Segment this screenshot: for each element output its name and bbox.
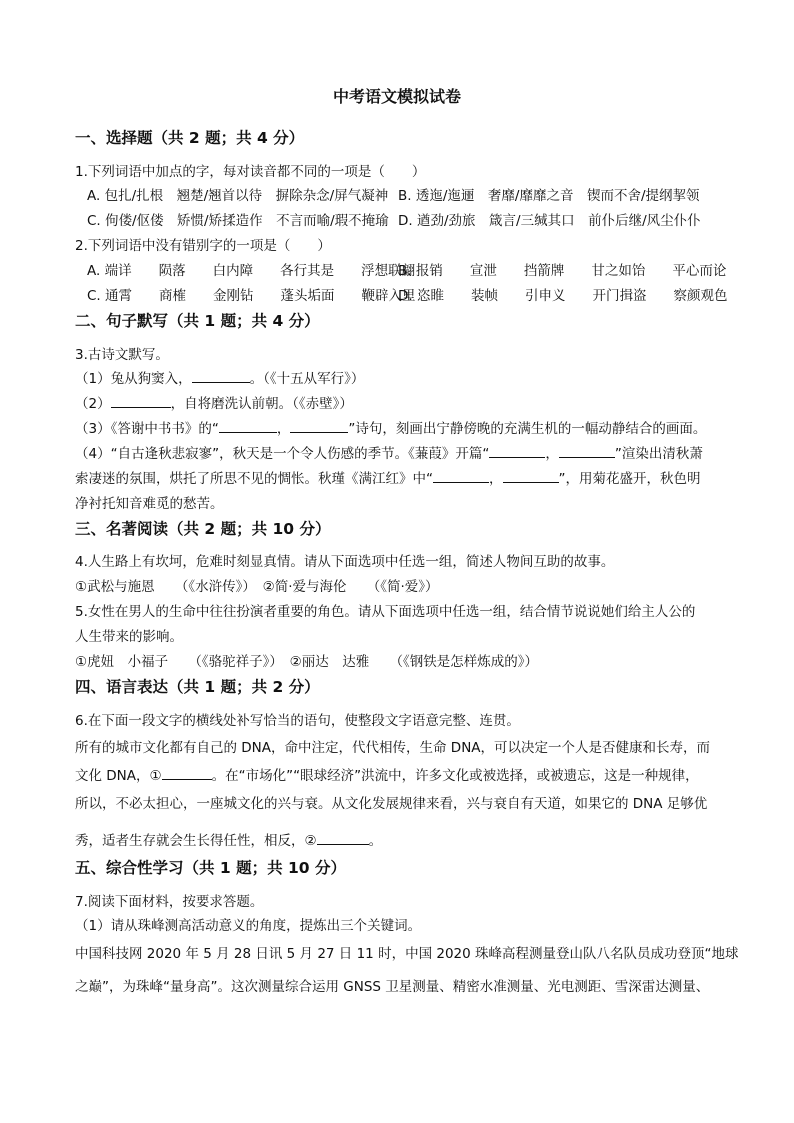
question-3-stem: 3.古诗文默写。 (75, 347, 169, 363)
question-4-options: ①武松与施恩 （《水浒传》） ②简·爱与海伦 （《简·爱》） (75, 579, 439, 595)
question-3-line-4 (75, 444, 703, 464)
line-text: （2） (75, 396, 111, 412)
section-heading-3: 三、名著阅读（共 2 题；共 10 分） (75, 520, 331, 538)
question-2-option-c: C. 通霄 商榷 金刚钻 蓬头垢面 鞭辟入里 (87, 288, 416, 304)
answer-blank[interactable] (503, 470, 559, 483)
question-2-option-b: B. 报销 宣泄 挡箭牌 甘之如饴 平心而论 (398, 263, 727, 279)
question-1-option-a: A. 包扎/扎根 翘楚/翘首以待 摒除杂念/屏气凝神 (87, 188, 389, 204)
question-3-line-4-end: 净衬托知音难觅的愁苦。 (75, 496, 224, 512)
line-text: ，自将磨洗认前朝。（《赤壁》） (170, 396, 353, 412)
answer-blank[interactable] (489, 445, 545, 458)
answer-blank[interactable] (317, 832, 369, 845)
answer-blank[interactable] (559, 445, 615, 458)
question-7-sub-1: （1）请从珠峰测高活动意义的角度，提炼出三个关键词。 (75, 918, 422, 934)
answer-blank[interactable] (162, 767, 212, 780)
line-text: ， (545, 446, 559, 462)
question-2-option-d: D. 恣睢 装帧 引申义 开门揖盗 察颜观色 (398, 288, 728, 304)
section-heading-5: 五、综合性学习（共 1 题；共 10 分） (75, 859, 346, 877)
line-text: 秀，适者生存就会生长得任性，相反，② (75, 833, 317, 849)
question-1-stem: 1.下列词语中加点的字，每对读音都不同的一项是（ ） (75, 164, 426, 180)
line-text: 文化 DNA，① (75, 768, 162, 784)
section-heading-2: 二、句子默写（共 1 题；共 4 分） (75, 312, 320, 330)
answer-blank[interactable] (433, 470, 489, 483)
line-text: 。在“市场化”“眼球经济”洪流中，许多文化或被选择，或被遗忘，这是一种规律， (211, 768, 699, 784)
line-text: ， (489, 471, 503, 487)
question-2-option-a: A. 端详 陨落 白内障 各行其是 浮想联翩 (87, 263, 416, 279)
question-6-para-line-1: 所有的城市文化都有自己的 DNA，命中注定，代代相传，生命 DNA，可以决定一个人是否健康和长寿，而 (75, 740, 711, 756)
answer-blank[interactable] (192, 370, 250, 383)
question-6-para-line-2 (75, 766, 699, 786)
line-text: 索凄迷的氛围，烘托了所思不见的惆怅。秋瑾《满江红》中“ (75, 471, 433, 487)
question-6-stem: 6.在下面一段文字的横线处补写恰当的语句，使整段文字语意完整、连贯。 (75, 713, 520, 729)
section-heading-1: 一、选择题（共 2 题；共 4 分） (75, 129, 305, 147)
question-5-stem-cont: 人生带来的影响。 (75, 629, 183, 645)
question-5-stem: 5.女性在男人的生命中往往扮演者重要的角色。请从下面选项中任选一组，结合情节说说她们给主人公的 (75, 604, 696, 620)
answer-blank[interactable] (219, 420, 277, 433)
page-title: 中考语文模拟试卷 (332, 87, 461, 106)
question-5-options: ①虎妞 小福子 （《骆驼祥子》） ②丽达 达雅 （《钢铁是怎样炼成的》） (75, 654, 538, 670)
question-3-line-2 (75, 394, 353, 414)
question-7-material-line-2: 之巅”，为珠峰“量身高”。这次测量综合运用 GNSS 卫星测量、精密水准测量、光电测距、雪深雷达测量、 (75, 979, 710, 995)
line-text: 。（《十五从军行》） (249, 371, 365, 387)
line-text: （4）“自古逢秋悲寂寥”，秋天是一个令人伤感的季节。《蒹葭》开篇“ (75, 446, 490, 462)
question-6-para-line-4 (75, 831, 382, 851)
answer-blank[interactable] (290, 420, 348, 433)
question-2-stem: 2.下列词语中没有错别字的一项是（ ） (75, 238, 331, 254)
question-6-para-line-3: 所以，不必太担心，一座城文化的兴与衰。从文化发展规律来看，兴与衰自有天道，如果它的 DNA 足够优 (75, 796, 708, 812)
question-7-stem: 7.阅读下面材料，按要求答题。 (75, 894, 264, 910)
question-3-line-3 (75, 419, 706, 439)
answer-blank[interactable] (111, 395, 171, 408)
line-text: ， (276, 421, 291, 437)
line-text: ”，用菊花盛开，秋色明 (558, 471, 701, 487)
line-text: ”诗句，刻画出宁静傍晚的充满生机的一幅动静结合的画面。 (348, 421, 707, 437)
line-text: ”渲染出清秋萧 (614, 446, 703, 462)
line-text: （1）兔从狗窦入， (75, 371, 192, 387)
question-7-material-line-1: 中国科技网 2020 年 5 月 28 日讯 5 月 27 日 11 时，中国 2020 珠峰高程测量登山队八名队员成功登顶“地球 (75, 946, 739, 962)
section-heading-4: 四、语言表达（共 1 题；共 2 分） (75, 678, 320, 696)
question-3-line-1 (75, 369, 364, 389)
question-1-option-c: C. 佝偻/伛偻 矫惯/矫揉造作 不言而喻/瑕不掩瑜 (87, 213, 389, 229)
question-1-option-b: B. 透迤/迤逦 奢靡/靡靡之音 锲而不舍/提纲挈领 (398, 188, 700, 204)
question-3-line-4-cont (75, 469, 701, 489)
question-1-option-d: D. 遒劲/劲旅 箴言/三缄其口 前仆后继/风尘仆仆 (398, 213, 701, 229)
line-text: 。 (368, 833, 383, 849)
line-text: （3）《答谢中书书》的“ (75, 421, 219, 437)
question-4-stem: 4.人生路上有坎坷，危难时刻显真情。请从下面选项中任选一组，简述人物间互助的故事。 (75, 554, 615, 570)
